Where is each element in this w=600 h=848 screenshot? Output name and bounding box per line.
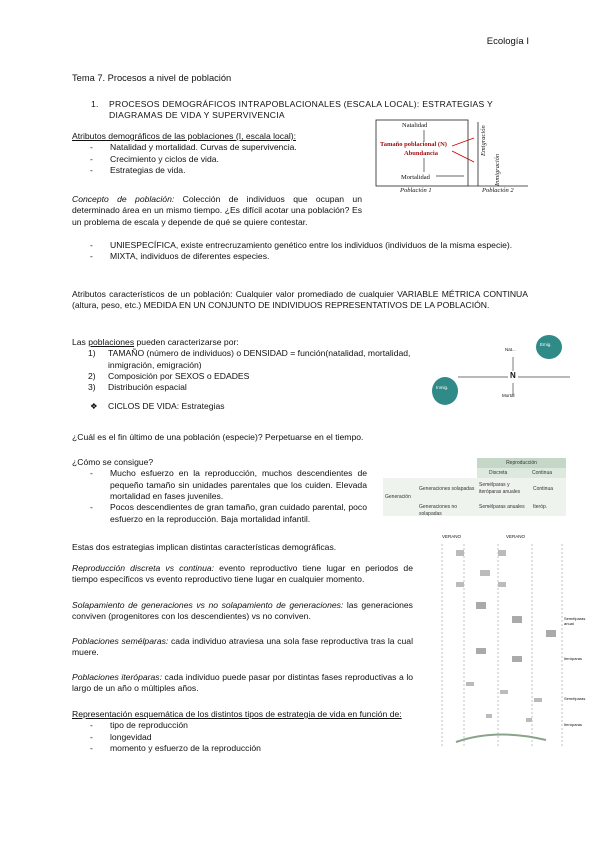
topic-title: Tema 7. Procesos a nivel de población	[72, 73, 232, 83]
list-item: 3) Distribución espacial	[88, 382, 187, 393]
concepto-text: Colección de individuos que ocupan un determinado área en un mismo tiempo. ¿Es difícil acotar una población? Es un problema de escala y depende de qué se quiere contestar.	[72, 194, 362, 227]
density-diagram	[430, 333, 590, 411]
paragraph-solapamiento: Solapamiento de generaciones vs no solapamiento de generaciones: las generaciones conviven (progenitores con los descendientes) vs no conviven.	[72, 600, 413, 622]
strategy-label: Iteróparas	[564, 722, 583, 727]
bubble-left-label: Inmig.	[436, 385, 449, 390]
emigracion-label: Emigración	[480, 125, 487, 156]
table-row: Generaciones no solapadas	[419, 504, 458, 517]
list-item: 2) Composición por SEXOS o EDADES	[88, 371, 250, 382]
caracterizar-intro: Las poblaciones pueden caracterizarse por:	[72, 337, 239, 347]
representacion-title: Representación esquemática de los distintos tipos de estrategia de vida en función de:	[72, 709, 402, 719]
population-flow-diagram	[372, 118, 532, 200]
list-item: 1) TAMAÑO (número de individuos) o DENSIDAD = función(natalidad, mortalidad, inmigración, emigración)	[88, 348, 411, 370]
mortalidad-small: Mortal	[502, 393, 515, 398]
atributos-list	[90, 142, 372, 176]
atributos-caract-paragraph: Atributos característicos de un población: Cualquier valor promediado de cualquier VARIABLE MÉTRICA CONTINUA (altura, peso, etc.) MEDIDA EN UN CONJUNTO DE INDIVIDUOS REPRESENTATIVOS DE LA POBLACIÓN.	[72, 289, 528, 311]
abundancia-label: Abundancia	[404, 150, 438, 157]
como-block	[72, 457, 367, 525]
life-strategy-schematic	[436, 532, 590, 750]
section-number: 1.	[91, 99, 99, 109]
strategy-label: Semélparas anual	[564, 616, 586, 627]
table-cell: Continua	[533, 486, 554, 492]
strategy-label: Semélparas	[564, 696, 586, 701]
strategy-label: Iteróparas	[564, 656, 583, 661]
inmigracion-label: Inmigración	[494, 153, 501, 186]
poblacion2-label: Población 2	[482, 187, 514, 194]
representacion-list	[90, 720, 418, 754]
estrategias-intro: Estas dos estrategias implican distintas características demográficas.	[72, 542, 337, 552]
list-item: - Natalidad y mortalidad. Curvas de supervivencia.	[90, 142, 372, 153]
tipos-list	[90, 240, 528, 263]
n-label: N	[510, 371, 516, 380]
mortalidad-label: Mortalidad	[401, 174, 430, 181]
table-cell: Iteróp.	[533, 504, 548, 510]
diamond-bullet-icon: ❖	[90, 400, 98, 411]
natalidad-label: Natalidad	[402, 122, 428, 129]
list-item: - momento y esfuerzo de la reproducción	[90, 743, 418, 754]
table-head: Reproducción	[477, 458, 566, 468]
header-title: Ecología I	[486, 36, 529, 47]
concepto-paragraph	[72, 194, 362, 228]
list-item: - Estrategias de vida.	[90, 165, 372, 176]
table-row: Generaciones solapadas	[419, 486, 475, 492]
paragraph-reproduccion: Reproducción discreta vs continua: evento reproductivo tiene lugar en periodos de tiempo específicos vs evento reproductivo tiene lugar en cualquier momento.	[72, 563, 413, 585]
list-item: - MIXTA, individuos de diferentes especies.	[90, 251, 528, 262]
list-item: - Crecimiento y ciclos de vida.	[90, 154, 372, 165]
table-subhead: Discreta Continua	[477, 468, 566, 478]
natalidad-small: Nat...	[505, 347, 516, 352]
fin-ultimo-paragraph: ¿Cuál es el fin último de una población (especie)? Perpetuarse en el tiempo.	[72, 432, 364, 442]
poblacion1-label: Población 1	[400, 187, 432, 194]
paragraph-iteroparas: Poblaciones iteróparas: cada individuo puede pasar por distintas fases reproductivas a lo largo de un año o múltiples años.	[72, 672, 414, 694]
table-cell: Semélparas anuales	[479, 504, 525, 510]
schematic-graphics	[436, 532, 590, 750]
ciclos-item: ❖ CICLOS DE VIDA: Estrategias	[90, 400, 225, 411]
section-text: PROCESOS DEMOGRÁFICOS INTRAPOBLACIONALES (ESCALA LOCAL): ESTRATEGIAS Y DIAGRAMAS DE VIDA Y SUPERVIVENCIA	[109, 99, 493, 121]
como-question: ¿Cómo se consigue?	[72, 457, 154, 467]
bubble-right-label: Emig.	[540, 342, 552, 347]
caracterizar-block	[72, 337, 432, 412]
como-list	[90, 468, 367, 525]
caracterizar-list	[88, 348, 432, 393]
list-item: - Mucho esfuerzo en la reproducción, muchos descendientes de pequeño tamaño sin unidades parentales que los cuiden. Elevada mortalidad en fases juveniles.	[90, 468, 367, 502]
table-cell: Semélparas y iteróparas anuales	[479, 482, 521, 495]
reproduction-table	[383, 458, 566, 516]
list-item: - longevidad	[90, 732, 418, 743]
representacion-block	[72, 709, 418, 754]
atributos-block	[72, 131, 372, 176]
tamano-label: Tamaño poblacional (N)	[380, 141, 447, 148]
table-row-label: Generación	[385, 494, 411, 500]
concepto-label: Concepto de población:	[72, 194, 175, 204]
column-label: VERANO	[506, 534, 526, 539]
list-item: - UNIESPECÍFICA, existe entrecruzamiento genético entre los individuos (individuos de la misma especie).	[90, 240, 528, 251]
atributos-title: Atributos demográficos de las poblaciones (I, escala local):	[72, 131, 297, 141]
list-item: - Pocos descendientes de gran tamaño, gran cuidado parental, poco esfuerzo en la reproducción. Baja mortalidad infantil.	[90, 502, 367, 525]
paragraph-semelparas: Poblaciones semélparas: cada individuo atraviesa una sola fase reproductiva tras la cual muere.	[72, 636, 413, 658]
list-item: - tipo de reproducción	[90, 720, 418, 731]
column-label: VERANO	[442, 534, 462, 539]
